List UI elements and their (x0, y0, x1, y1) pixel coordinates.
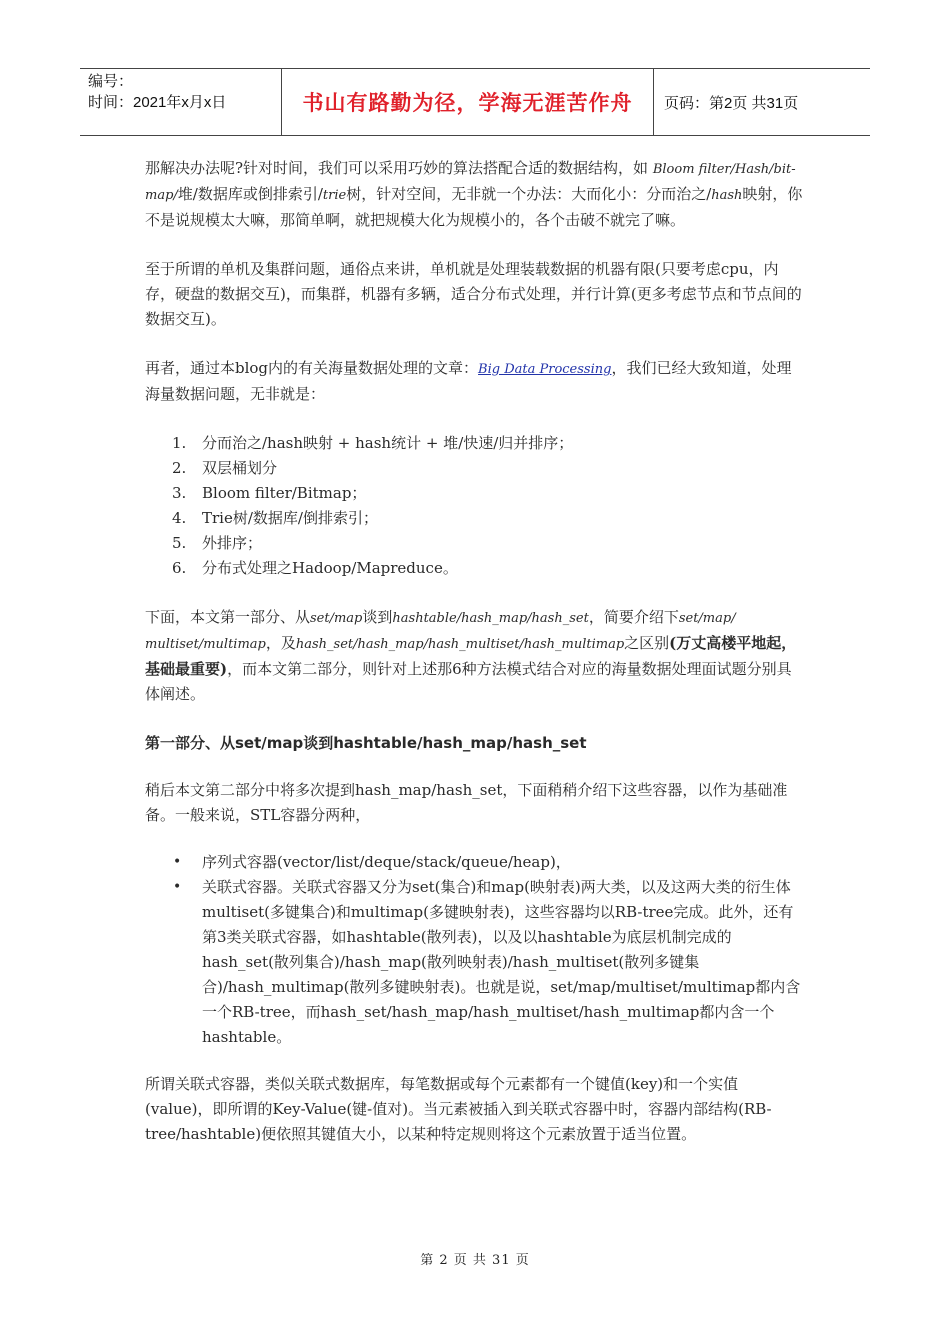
methods-list (145, 431, 805, 581)
list-number: 4. (172, 509, 187, 527)
document-body (145, 156, 805, 1171)
text: 下面，本文第一部分、从 (145, 608, 311, 626)
paragraph-intro (145, 605, 805, 707)
list-text: 双层桶划分 (202, 459, 278, 477)
header-table (80, 68, 870, 136)
list-number: 2. (172, 459, 187, 477)
text: ，及 (265, 634, 296, 652)
italic-text: hash_set/hash_map/hash_multiset/hash_multimap (295, 637, 625, 652)
list-item (145, 506, 805, 531)
big-data-processing-link[interactable]: Big Data Processing (478, 362, 612, 377)
text: ，我们已经大致知道，处理海量数据问题，无非就是： (145, 359, 792, 403)
list-text: Bloom filter/Bitmap； (202, 484, 367, 502)
text: 树，针对空间，无非就一个办法：大而化小：分而治之/ (346, 185, 712, 203)
list-item (145, 481, 805, 506)
text: ，简要介绍下 (588, 608, 679, 626)
text: 之区别 (624, 634, 670, 652)
motto: 书山有路勤为径，学海无涯苦作舟 (302, 91, 633, 115)
list-item (145, 431, 805, 456)
list-text: 外排序； (202, 534, 263, 552)
text: ，而本文第二部分，则针对上述那6种方法模式结合对应的海量数据处理面试题分别具体阐述。 (145, 660, 792, 703)
list-item (145, 556, 805, 581)
paragraph-associative: 所谓关联式容器，类似关联式数据库，每笔数据或每个元素都有一个键值(key)和一个实值(value)，即所谓的Key-Value(键-值对)。当元素被插入到关联式容器中时，容器内部结构(RB-tree/hashtable)便依照其键值大小，以某种特定规则将这个元素放置于适当位置。 (145, 1075, 772, 1143)
list-text: 序列式容器(vector/list/deque/stack/queue/heap)， (202, 853, 571, 871)
header-meta-cell (80, 69, 282, 135)
italic-text: set/map (310, 611, 363, 626)
list-text: 分而治之/hash映射 + hash统计 + 堆/快速/归并排序； (202, 434, 574, 452)
list-number: 6. (172, 559, 187, 577)
list-text: Trie树/数据库/倒排索引； (202, 509, 378, 527)
italic-text: hashtable/hash_map/hash_set (392, 611, 589, 626)
header-page-cell (654, 69, 870, 135)
list-item (145, 850, 805, 875)
paragraph-cluster: 至于所谓的单机及集群问题，通俗点来讲，单机就是处理装载数据的机器有限(只要考虑cpu，内存，硬盘的数据交互)，而集群，机器有多辆，适合分布式处理，并行计算(更多考虑节点和节点间的数据交互)。 (145, 260, 802, 328)
date-label: 时间：2021年x月x日 (88, 94, 227, 111)
italic-text: Bloom filter/Hash/bit-map/ (145, 162, 796, 203)
bullet: • (173, 854, 182, 870)
paragraph-solution (145, 156, 805, 233)
paragraph-blog (145, 356, 805, 407)
list-text: 分布式处理之Hadoop/Mapreduce。 (202, 559, 458, 577)
italic-text: set/map/ multiset/multimap (145, 611, 736, 652)
italic-text: trie (322, 188, 347, 203)
number-label: 编号： (88, 73, 134, 90)
text: 再者，通过本blog内的有关海量数据处理的文章： (145, 359, 479, 377)
section-heading: 第一部分、从set/map谈到hashtable/hash_map/hash_set (145, 734, 587, 752)
bullet: • (173, 879, 182, 895)
containers-list (145, 850, 805, 1050)
paragraph-stl: 稍后本文第二部分中将多次提到hash_map/hash_set，下面稍稍介绍下这些容器，以作为基础准备。一般来说，STL容器分两种， (145, 781, 788, 824)
text: 映射，你不是说规模太大嘛，那简单啊，就把规模大化为规模小的，各个击破不就完了嘛。 (145, 185, 803, 229)
list-item (145, 531, 805, 556)
list-item (145, 875, 805, 1050)
list-item (145, 456, 805, 481)
bold-text: (万丈高楼平地起，基础最重要) (145, 634, 797, 678)
list-text: 关联式容器。关联式容器又分为set(集合)和map(映射表)两大类，以及这两大类的衍生体multiset(多键集合)和multimap(多键映射表)，这些容器均以RB-tree完成。此外，还有第3类关联式容器，如hashtable(散列表)，以及以hashtable为底层机制完成的hash_set(散列集合)/hash_map(散列映射表)/hash_multiset(散列多键集合)/hash_multimap(散列多键映射表)。也就是说，set/map/multiset/multimap都内含一个RB-tree，而hash_set/hash_map/hash_multiset/hash_multimap都内含一个hashtable。 (202, 878, 801, 1046)
text: 谈到 (362, 608, 393, 626)
text: 堆/数据库或倒排索引/ (177, 185, 323, 203)
text: 那解决办法呢?针对时间，我们可以采用巧妙的算法搭配合适的数据结构，如 (145, 159, 653, 177)
italic-text: hash (711, 188, 743, 203)
list-number: 5. (172, 534, 187, 552)
page-info: 页码：第2页 共31页 (664, 94, 799, 112)
header-motto-cell (282, 69, 654, 135)
list-number: 3. (172, 484, 187, 502)
list-number: 1. (172, 434, 187, 452)
page-footer: 第 2 页 共 31 页 (420, 1253, 530, 1268)
